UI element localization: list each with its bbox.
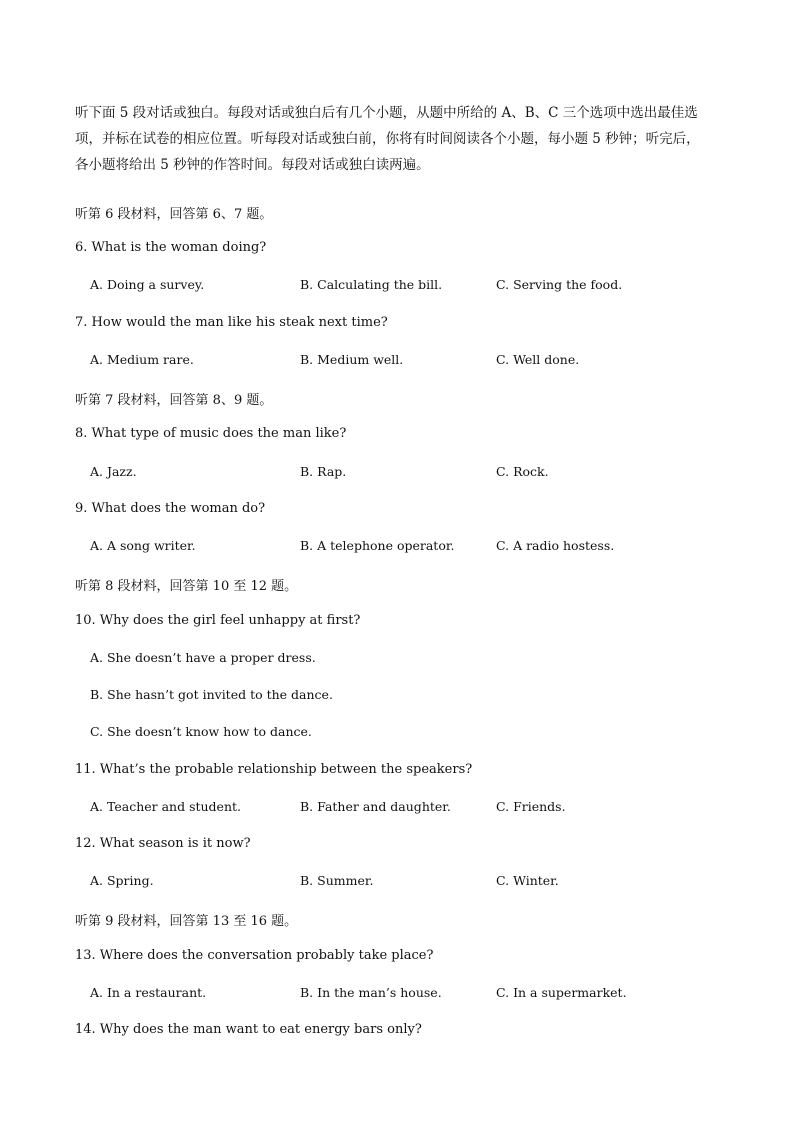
question-13-option-c: C. In a supermarket. bbox=[496, 985, 627, 1000]
instructions-line: 项，并标在试卷的相应位置。听每段对话或独白前，你将有时间阅读各个小题，每小题 5 秒钟；听完后， bbox=[75, 131, 700, 147]
section-8-header: 听第 8 段材料，回答第 10 至 12 题。 bbox=[75, 579, 298, 594]
question-9-option-a: A. A song writer. bbox=[90, 538, 196, 553]
question-14: 14. Why does the man want to eat energy bars only? bbox=[75, 1022, 422, 1037]
question-9: 9. What does the woman do? bbox=[75, 501, 266, 516]
question-12-option-a: A. Spring. bbox=[90, 873, 154, 888]
question-6-option-c: C. Serving the food. bbox=[496, 277, 623, 292]
section-6-header: 听第 6 段材料，回答第 6、7 题。 bbox=[75, 207, 273, 222]
question-8-option-c: C. Rock. bbox=[496, 464, 549, 479]
question-8-option-b: B. Rap. bbox=[300, 464, 347, 479]
question-7-option-a: A. Medium rare. bbox=[90, 352, 194, 367]
question-8-option-a: A. Jazz. bbox=[90, 464, 137, 479]
section-9-header: 听第 9 段材料，回答第 13 至 16 题。 bbox=[75, 914, 298, 929]
question-9-option-c: C. A radio hostess. bbox=[496, 538, 615, 553]
question-7-option-c: C. Well done. bbox=[496, 352, 580, 367]
question-6: 6. What is the woman doing? bbox=[75, 240, 267, 255]
question-13-option-a: A. In a restaurant. bbox=[90, 985, 207, 1000]
question-9-option-b: B. A telephone operator. bbox=[300, 538, 455, 553]
question-10-option-a: A. She doesn’t have a proper dress. bbox=[90, 650, 316, 665]
question-11-option-c: C. Friends. bbox=[496, 799, 566, 814]
question-11-option-a: A. Teacher and student. bbox=[90, 799, 242, 814]
instructions bbox=[75, 100, 730, 178]
question-8: 8. What type of music does the man like? bbox=[75, 426, 347, 441]
question-6-option-a: A. Doing a survey. bbox=[90, 277, 205, 292]
question-13: 13. Where does the conversation probably take place? bbox=[75, 948, 434, 963]
question-11: 11. What’s the probable relationship between the speakers? bbox=[75, 762, 473, 777]
question-10-option-b: B. She hasn’t got invited to the dance. bbox=[90, 687, 333, 702]
section-7-header: 听第 7 段材料，回答第 8、9 题。 bbox=[75, 393, 273, 408]
question-12: 12. What season is it now? bbox=[75, 836, 251, 851]
question-7-option-b: B. Medium well. bbox=[300, 352, 404, 367]
question-12-option-c: C. Winter. bbox=[496, 873, 559, 888]
question-7: 7. How would the man like his steak next time? bbox=[75, 315, 388, 330]
question-10-option-c: C. She doesn’t know how to dance. bbox=[90, 724, 312, 739]
instructions-line: 听下面 5 段对话或独白。每段对话或独白后有几个小题，从题中所给的 A、B、C 三个选项中选出最佳选 bbox=[75, 105, 698, 121]
question-10: 10. Why does the girl feel unhappy at first? bbox=[75, 613, 361, 628]
question-13-option-b: B. In the man’s house. bbox=[300, 985, 442, 1000]
instructions-line: 各小题将给出 5 秒钟的作答时间。每段对话或独白读两遍。 bbox=[75, 157, 430, 173]
question-11-option-b: B. Father and daughter. bbox=[300, 799, 451, 814]
question-6-option-b: B. Calculating the bill. bbox=[300, 277, 443, 292]
question-12-option-b: B. Summer. bbox=[300, 873, 374, 888]
